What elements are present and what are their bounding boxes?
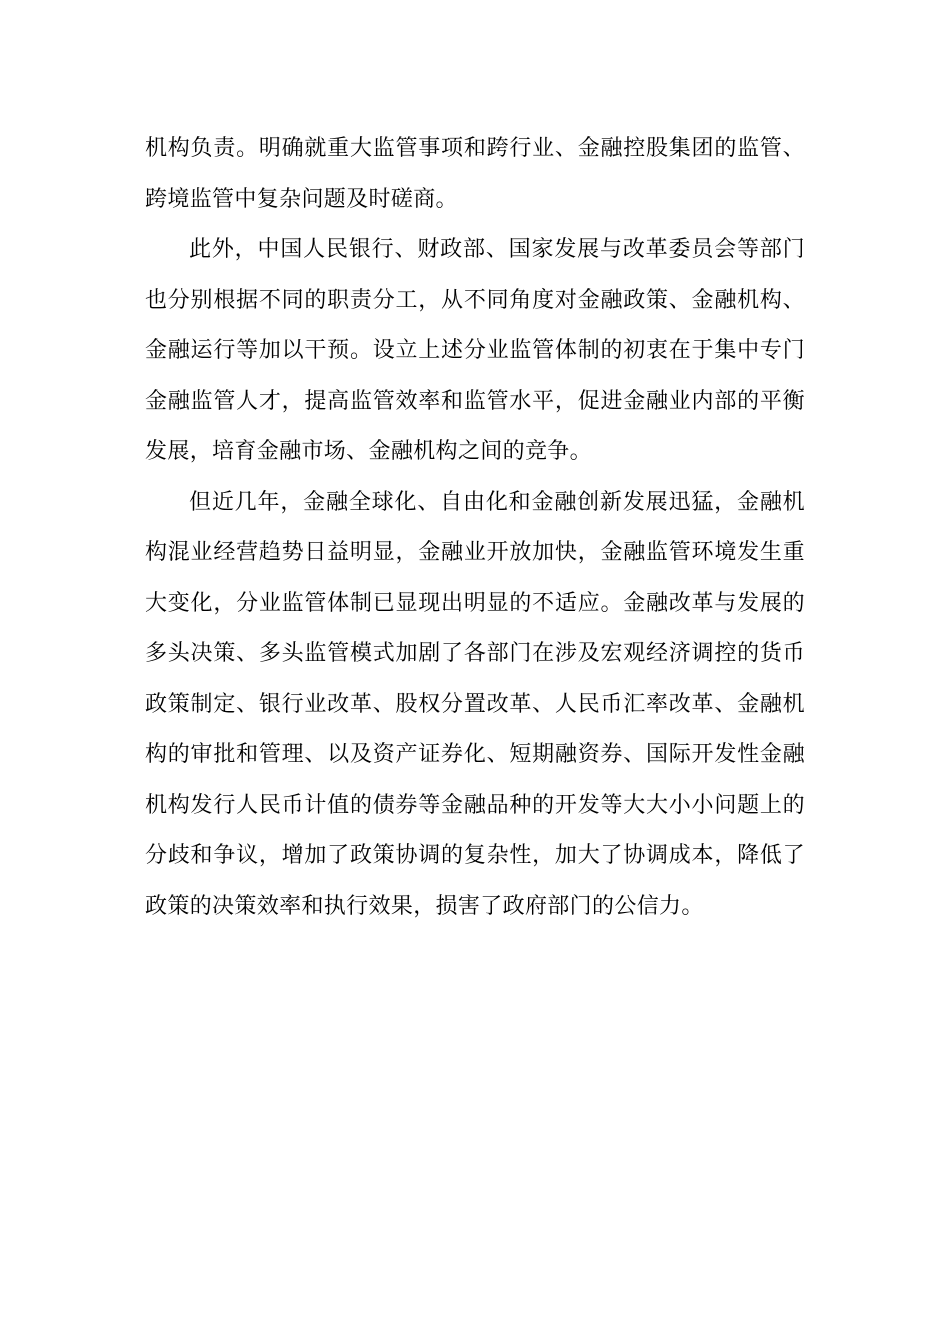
paragraph-3: 但近几年，金融全球化、自由化和金融创新发展迅猛，金融机构混业经营趋势日益明显，金融业开放加快，金融监管环境发生重大变化，分业监管体制已显现出明显的不适应。金融改革与发展的多头决策、多头监管模式加剧了各部门在涉及宏观经济调控的货币政策制定、银行业改革、股权分置改革、人民币汇率改革、金融机构的审批和管理、以及资产证券化、短期融资券、国际开发性金融机构发行人民币计值的债券等金融品种的开发等大大小小问题上的分歧和争议，增加了政策协调的复杂性，加大了协调成本，降低了政策的决策效率和执行效果，损害了政府部门的公信力。 <box>145 489 805 919</box>
paragraph-2: 此外，中国人民银行、财政部、国家发展与改革委员会等部门也分别根据不同的职责分工，从不同角度对金融政策、金融机构、金融运行等加以干预。设立上述分业监管体制的初衷在于集中专门金融监管人才，提高监管效率和监管水平，促进金融业内部的平衡发展，培育金融市场、金融机构之间的竞争。 <box>145 237 805 464</box>
document-body <box>145 124 805 932</box>
paragraph-1: 机构负责。明确就重大监管事项和跨行业、金融控股集团的监管、跨境监管中复杂问题及时磋商。 <box>145 136 805 212</box>
